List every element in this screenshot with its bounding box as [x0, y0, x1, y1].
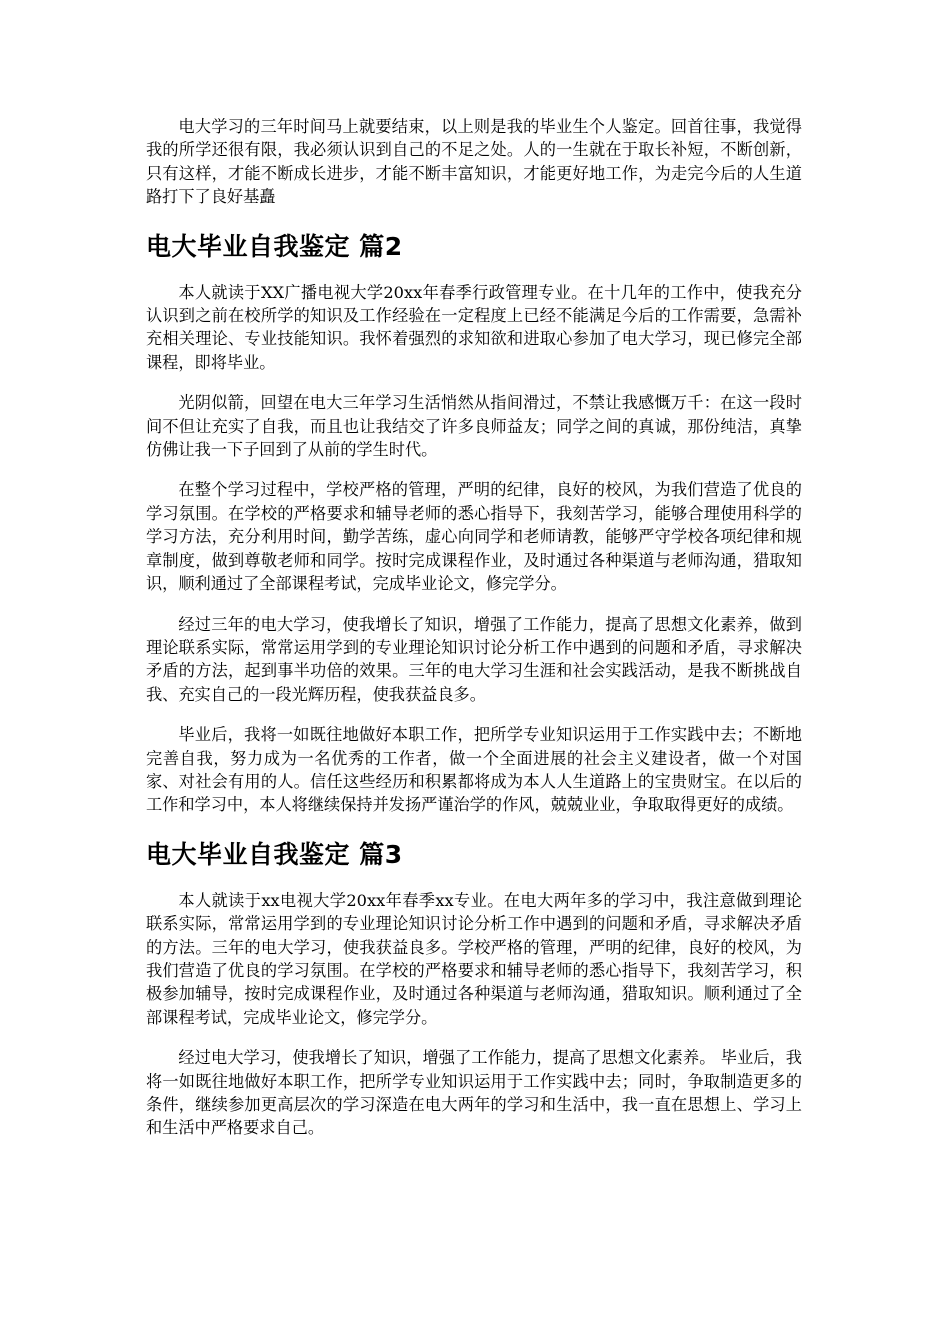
intro-paragraph: 电大学习的三年时间马上就要结束，以上则是我的毕业生个人鉴定。回首往事，我觉得我的所学还很有限，我必须认识到自己的不足之处。人的一生就在于取长补短，不断创新，只有这样，才能不断成长进步，才能不断丰富知识，才能更好地工作，为走完今后的人生道路打下了良好基矗 — [146, 117, 802, 207]
section-paragraph: 经过三年的电大学习，使我增长了知识，增强了工作能力，提高了思想文化素养，做到理论联系实际，常常运用学到的专业理论知识讨论分析工作中遇到的问题和矛盾，寻求解决矛盾的方法，起到事半功倍的效果。三年的电大学习生涯和社会实践活动，是我不断挑战自我、充实自己的一段光辉历程，使我获益良多。 — [146, 614, 802, 704]
section-paragraph: 经过电大学习，使我增长了知识，增强了工作能力，提高了思想文化素养。 毕业后，我将一如既往地做好本职工作，把所学专业知识运用于工作实践中去；同时，争取制造更多的条件，继续参加更高层次的学习深造在电大两年的学习和生活中，我一直在思想上、学习上和生活中严格要求自己。 — [146, 1048, 802, 1138]
section-paragraph: 毕业后，我将一如既往地做好本职工作，把所学专业知识运用于工作实践中去；不断地完善自我，努力成为一名优秀的工作者，做一个全面进展的社会主义建设者，做一个对国家、对社会有用的人。信任这些经历和积累都将成为本人人生道路上的宝贵财宝。在以后的工作和学习中，本人将继续保持并发扬严谨治学的作风，兢兢业业，争取取得更好的成绩。 — [146, 725, 802, 815]
document-page — [146, 115, 802, 1157]
section-heading: 电大毕业自我鉴定 篇3 — [146, 839, 403, 869]
section-paragraph: 本人就读于XX广播电视大学20xx年春季行政管理专业。在十几年的工作中，使我充分认识到之前在校所学的知识及工作经验在一定程度上已经不能满足今后的工作需要，急需补充相关理论、专业技能知识。我怀着强烈的求知欲和进取心参加了电大学习，现已修完全部课程，即将毕业。 — [146, 282, 802, 372]
section-3 — [146, 839, 802, 1140]
section-2 — [146, 231, 802, 817]
section-paragraph: 光阴似箭，回望在电大三年学习生活悄然从指间滑过，不禁让我感慨万千：在这一段时间不但让充实了自我，而且也让我结交了许多良师益友；同学之间的真诚，那份纯洁，真挚仿佛让我一下子回到了从前的学生时代。 — [146, 393, 802, 460]
section-paragraph: 本人就读于xx电视大学20xx年春季xx专业。在电大两年多的学习中，我注意做到理论联系实际，常常运用学到的专业理论知识讨论分析工作中遇到的问题和矛盾，寻求解决矛盾的方法。三年的电大学习，使我获益良多。学校严格的管理，严明的纪律，良好的校风，为我们营造了优良的学习氛围。在学校的严格要求和辅导老师的悉心指导下，我刻苦学习，积极参加辅导，按时完成课程作业，及时通过各种渠道与老师沟通，猎取知识。顺利通过了全部课程考试，完成毕业论文，修完学分。 — [146, 890, 802, 1027]
section-heading: 电大毕业自我鉴定 篇2 — [146, 231, 403, 261]
section-paragraph: 在整个学习过程中，学校严格的管理，严明的纪律，良好的校风，为我们营造了优良的学习氛围。在学校的严格要求和辅导老师的悉心指导下，我刻苦学习，能够合理使用科学的学习方法，充分利用时间，勤学苦练，虚心向同学和老师请教，能够严守学校各项纪律和规章制度，做到尊敬老师和同学。按时完成课程作业，及时通过各种渠道与老师沟通，猎取知识，顺利通过了全部课程考试，完成毕业论文，修完学分。 — [146, 480, 802, 594]
